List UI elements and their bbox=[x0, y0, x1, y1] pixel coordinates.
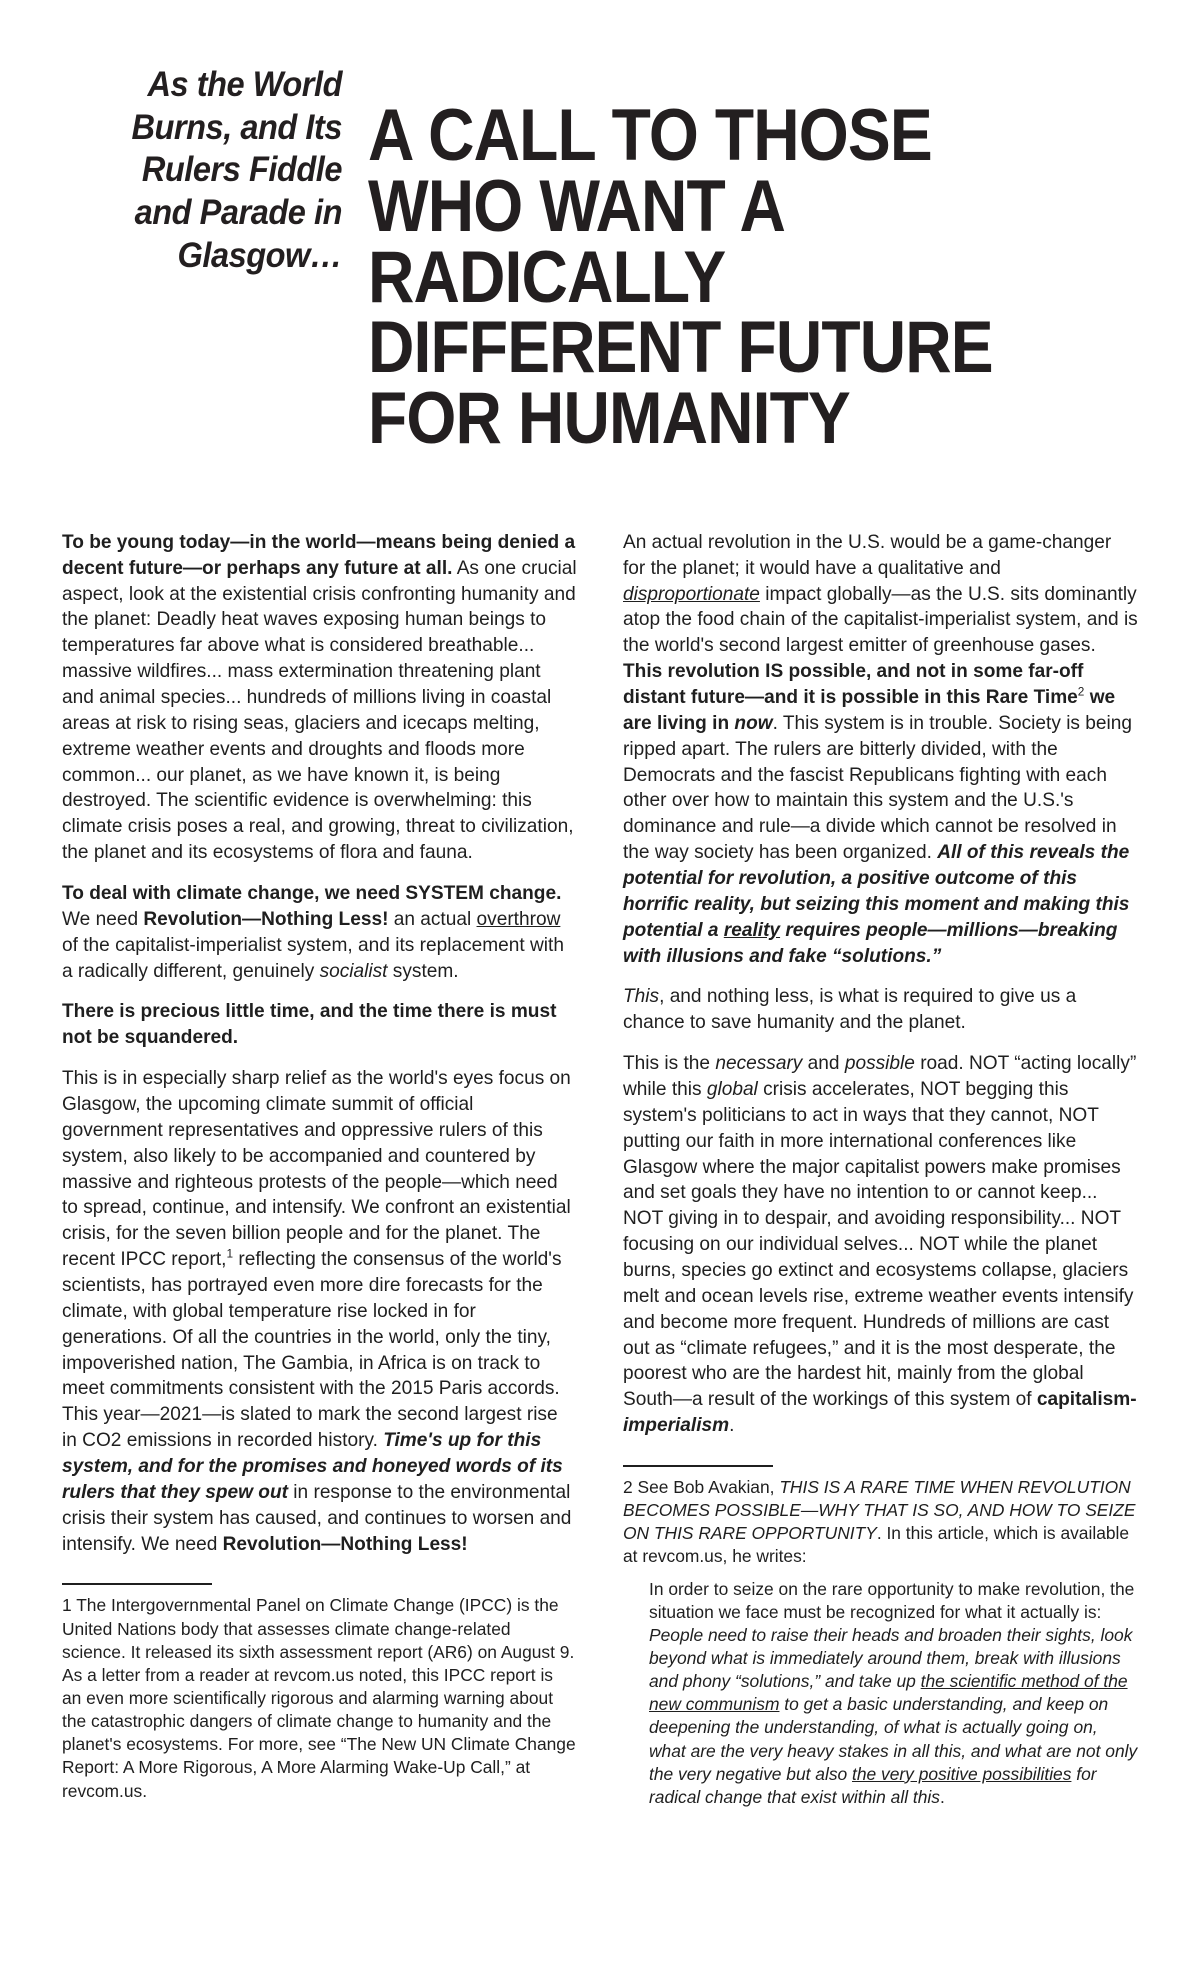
text-run: reflecting the consensus of the world's scientists, has portrayed even more dire forecasts for the climate, with global temperature rise locked in for generations. Of all the countries in the world, only the tiny, impoverished nation, The Gambia, in Africa is on track to meet commitments consistent with the 2015 Paris accords. This year—2021—is slated to mark the second largest rise in CO2 emissions in recorded history. bbox=[62, 1249, 562, 1452]
times-up-bold-italic: Time's up for this system, and for the promises and honeyed words of its rulers that they spew out bbox=[62, 1430, 563, 1503]
lead-rest: As one crucial aspect, look at the existential crisis confronting humanity and the planet: Deadly heat waves exposing human beings to temperatures far above what is considered breathable... massive wildfires... mass extermination threatening plant and animal species... hundreds of millions living in coastal areas at risk to rising seas, glaciers and icecaps melting, extreme weather events and droughts and floods more common... our planet, as we have known it, is being destroyed. The scientific evidence is overwhelming: this climate crisis poses a real, and growing, threat to civilization, the planet and its ecosystems of flora and fauna. bbox=[62, 557, 577, 864]
text-run: , and nothing less, is what is required to give us a chance to save humanity and the planet. bbox=[623, 986, 1077, 1034]
this-italic: This bbox=[623, 986, 660, 1008]
imperialism-bold-italic: imperialism bbox=[623, 1415, 730, 1437]
quote-italic-2: to get a basic understanding, and keep on deepening the understanding, of what is actually going on, what are the very heavy stakes in all this, and what are not only the very negative but also bbox=[649, 1694, 1138, 1784]
text-run: We need bbox=[62, 908, 144, 930]
paragraph-glasgow bbox=[62, 1066, 577, 1557]
kicker-text: As the World Burns, and Its Rulers Fiddle and Parade in Glasgow… bbox=[131, 65, 342, 275]
revolution-nothing-less-bold: Revolution—Nothing Less! bbox=[143, 908, 389, 930]
text-run: This is in especially sharp relief as the world's eyes focus on Glasgow, the upcoming climate summit of official government representatives and oppressive rulers of this system, also likely to be accompanied and countered by massive and righteous protests of the people—which need to spread, continue, and intensify. We confront an existential crisis, for the seven billion people and for the planet. The recent IPCC report, bbox=[62, 1068, 571, 1271]
global-italic: global bbox=[706, 1078, 758, 1100]
revolution-nothing-less-bold-2: Revolution—Nothing Less! bbox=[222, 1533, 468, 1555]
paragraph-necessary-possible bbox=[623, 1051, 1138, 1439]
positive-possibilities-underline: the very positive possibilities bbox=[852, 1763, 1072, 1784]
potential-bold-italic-2: requires people—millions—breaking with illusions and fake “solutions.” bbox=[623, 919, 1118, 967]
paragraph-this-nothing-less bbox=[623, 984, 1138, 1036]
text-run: . bbox=[939, 1786, 945, 1807]
paragraph-lead bbox=[62, 530, 577, 866]
reality-bold-italic-underline: reality bbox=[723, 919, 781, 941]
text-run: This is the bbox=[623, 1053, 716, 1075]
page-title: A CALL TO THOSE WHO WANT A RADICALLY DIFFERENT FUTURE FOR HUMANITY bbox=[368, 94, 993, 460]
disproportionate-underline-italic: disproportionate bbox=[623, 583, 760, 605]
footnote-1: 1 The Intergovernmental Panel on Climate Change (IPCC) is the United Nations body that assesses climate change-related science. It released its sixth assessment report (AR6) on August 9. As a letter from a reader at revcom.us noted, this IPCC report is an even more scientifically rigorous and alarming warning about the catastrophic dangers of climate change to humanity and the planet's ecosystems. For more, see “The New UN Climate Change Report: A More Rigorous, A More Alarming Wake-Up Call,” at revcom.us. bbox=[62, 1595, 576, 1801]
footnote-marker-2: 2 bbox=[1077, 684, 1085, 699]
system-change-bold: To deal with climate change, we need SYSTEM change. bbox=[62, 882, 562, 904]
article-columns bbox=[62, 530, 1138, 1809]
socialist-italic: socialist bbox=[319, 960, 388, 982]
paragraph-system-change bbox=[62, 881, 577, 984]
masthead bbox=[62, 52, 1138, 504]
paragraph-actual-revolution bbox=[623, 530, 1138, 970]
avakian-title-italic: THIS IS A RARE TIME WHEN REVOLUTION BECOMES POSSIBLE—WHY THAT IS SO, AND HOW TO SEIZE ON THIS RARE OPPORTUNITY bbox=[623, 1477, 1136, 1544]
paragraph-precious-time bbox=[62, 999, 577, 1051]
text-run: 2 See Bob Avakian, bbox=[623, 1477, 780, 1498]
overthrow-underline: overthrow bbox=[476, 908, 561, 930]
necessary-italic: necessary bbox=[715, 1053, 803, 1075]
text-run: . This system is in trouble. Society is being ripped apart. The rulers are bitterly divided, with the Democrats and the fascist Republicans fighting with each other over how to maintain this system and the U.S.'s dominance and rule—a divide which cannot be resolved in the way society has been organized. bbox=[623, 712, 1133, 864]
right-column bbox=[621, 530, 1138, 1809]
text-run: An actual revolution in the U.S. would be a game-changer for the planet; it would have a qualitative and bbox=[623, 531, 1112, 579]
text-run: road. NOT “acting locally” while this bbox=[623, 1053, 1137, 1100]
text-run: system. bbox=[387, 960, 459, 982]
lead-bold: To be young today—in the world—means being denied a decent future—or perhaps any future at all. bbox=[62, 531, 576, 579]
capitalism-bold: capitalism- bbox=[1036, 1389, 1137, 1411]
quote-italic-3: for radical change that exist within all this bbox=[649, 1763, 1097, 1807]
text-run: and bbox=[802, 1053, 845, 1075]
revolution-possible-bold: This revolution IS possible, and not in some far-off distant future—and it is possible in this Rare Time bbox=[623, 661, 1084, 708]
text-run: an actual bbox=[388, 908, 477, 930]
text-run: . In this article, which is available at revcom.us, he writes: bbox=[623, 1523, 1130, 1567]
quote-italic-1: People need to raise their heads and broaden their sights, look beyond what is immediately around them, break with illusions and phony “solutions,” and take up bbox=[649, 1624, 1133, 1692]
scientific-method-underline: the scientific method of the new communism bbox=[649, 1671, 1128, 1715]
avakian-blockquote bbox=[623, 1578, 1138, 1809]
rare-time-bold: we are living in bbox=[623, 686, 1116, 734]
possible-italic: possible bbox=[844, 1053, 915, 1075]
text-run: in response to the environmental crisis their system has caused, and continues to worsen and intensify. We need bbox=[62, 1481, 572, 1555]
text-run: crisis accelerates, NOT begging this system's politicians to act in ways that they cannot, NOT putting our faith in more international conferences like Glasgow where the major capitalist powers make promises and set goals they have no intention to or cannot keep... NOT giving in to despair, and avoiding responsibility... NOT focusing on our individual selves... NOT while the planet burns, species go extinct and ecosystems collapse, glaciers melt and ocean levels rise, extreme weather events intensify and become more frequent. Hundreds of millions are cast out as “climate refugees,” and it is the most desperate, the poorest who are the hardest hit, mainly from the global South—a result of the workings of this system of bbox=[623, 1078, 1134, 1411]
text-run: . bbox=[729, 1415, 735, 1437]
text-run: impact globally—as the U.S. sits dominantly atop the food chain of the capitalist-imperialist system, and is the world's second largest emitter of greenhouse gases. bbox=[623, 583, 1138, 657]
left-column bbox=[62, 530, 579, 1803]
footnote-2 bbox=[623, 1476, 1138, 1569]
text-run: In order to seize on the rare opportunity to make revolution, the situation we face must be recognized for what it actually is: bbox=[649, 1578, 1135, 1622]
footnote-marker-1: 1 bbox=[226, 1246, 234, 1261]
potential-bold-italic: All of this reveals the potential for revolution, a positive outcome of this horrific reality, but seizing this moment and making this potential a bbox=[623, 842, 1130, 941]
footnote-divider-2 bbox=[623, 1465, 773, 1467]
precious-time-bold: There is precious little time, and the time there is must not be squandered. bbox=[62, 1001, 557, 1049]
text-run: of the capitalist-imperialist system, and its replacement with a radically different, genuinely bbox=[62, 934, 564, 982]
now-bold-italic: now bbox=[734, 712, 773, 734]
footnote-divider bbox=[62, 1583, 212, 1585]
